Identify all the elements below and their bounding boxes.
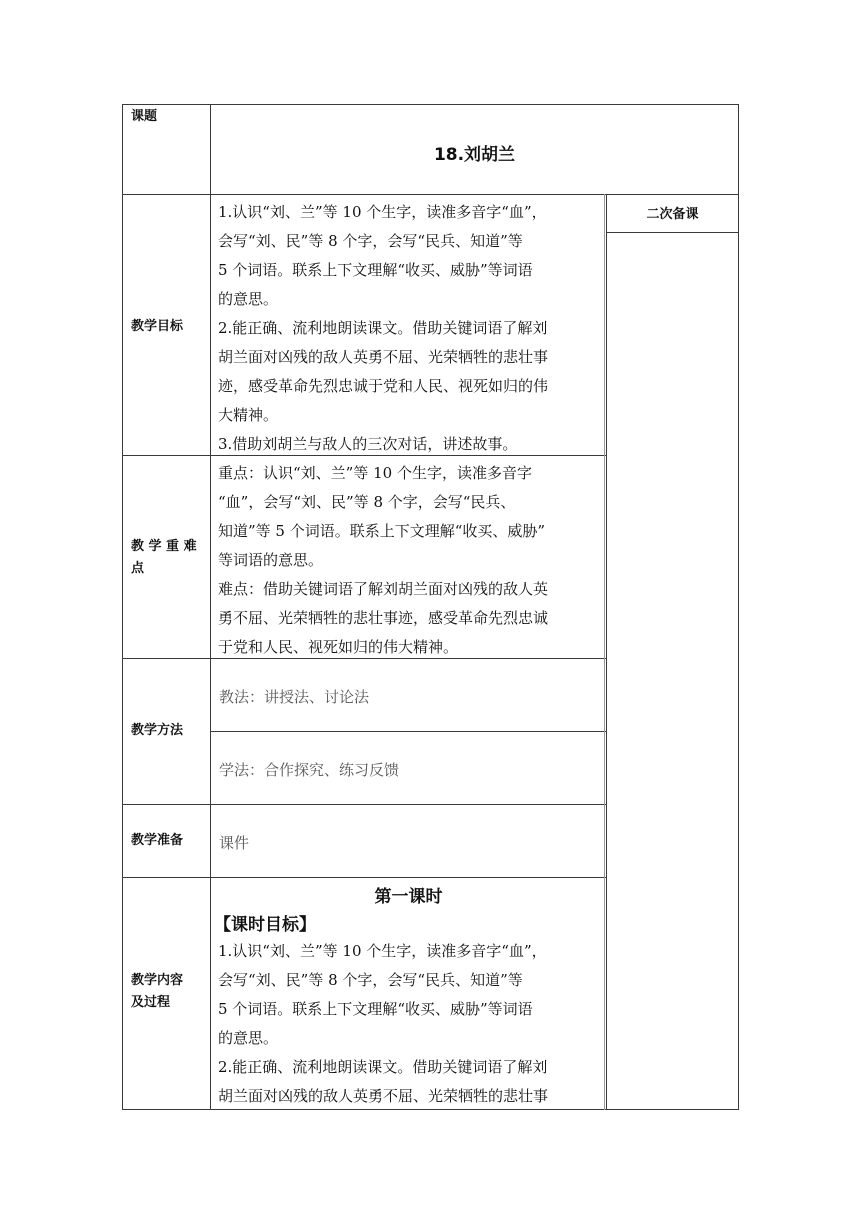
keypoints-line: 勇不屈、光荣牺牲的悲壮事迹，感受革命先烈忠诚 [218,609,549,627]
keypoints-line: 于党和人民、视死如归的伟大精神。 [218,638,459,656]
objectives-line: 胡兰面对凶残的敌人英勇不屈、光荣牺牲的悲壮事 [218,348,549,366]
teaching-method: 教法：讲授法、讨论法 [219,688,370,706]
label-column-divider [210,104,211,1110]
label-content-line2: 及过程 [131,995,171,1010]
label-objectives: 教学目标 [131,319,184,334]
keypoints-line: 难点：借助关键词语了解刘胡兰面对凶残的敌人英 [218,580,549,598]
side-header-divider [607,232,739,233]
preparation-text: 课件 [219,834,250,852]
content-line: 2.能正确、流利地朗读课文。借助关键词语了解刘 [218,1058,548,1076]
objectives-line: 2.能正确、流利地朗读课文。借助关键词语了解刘 [218,319,548,337]
objectives-line: 1.认识“刘、兰”等 10 个生字，读准多音字“血”， [218,203,547,221]
table-right-border [738,104,739,1110]
keypoints-line: 重点：认识“刘、兰”等 10 个生字，读准多音字 [218,464,532,482]
label-preparation: 教学准备 [131,833,184,848]
content-line: 会写“刘、民”等 8 个字，会写“民兵、知道”等 [218,971,523,989]
second-prep-header: 二次备课 [646,207,699,222]
page-title: 18.刘胡兰 [433,145,516,165]
row-divider-topic [122,194,739,195]
objectives-line: 迹，感受革命先烈忠诚于党和人民、视死如归的伟 [218,377,549,395]
label-keypoints-line1: 教 学 重 难 [131,539,197,554]
label-content-line1: 教学内容 [131,973,184,988]
content-line: 5 个词语。联系上下文理解“收买、威胁”等词语 [218,1000,533,1018]
keypoints-line: 等词语的意思。 [218,551,324,569]
keypoints-text [218,459,548,662]
content-line: 胡兰面对凶残的敌人英勇不屈、光荣牺牲的悲壮事 [218,1087,549,1105]
content-line: 的意思。 [218,1029,279,1047]
row-divider-methods-inner [210,731,607,732]
table-top-border [122,104,739,105]
table-left-border [122,104,123,1110]
objectives-text [218,198,548,459]
objectives-line: 会写“刘、民”等 8 个字，会写“民兵、知道”等 [218,232,523,250]
objectives-line: 大精神。 [218,406,279,424]
objectives-line: 5 个词语。联系上下文理解“收买、威胁”等词语 [218,261,533,279]
keypoints-line: 知道”等 5 个词语。联系上下文理解“收买、威胁” [218,522,546,540]
label-keypoints-line2: 点 [131,561,145,576]
keypoints-line: “血”，会写“刘、民”等 8 个字，会写“民兵、 [218,493,516,511]
row-divider-methods [122,804,607,805]
content-text [218,937,548,1111]
side-column-divider-inner [604,194,605,1110]
row-divider-preparation [122,877,607,878]
objectives-line: 3.借助刘胡兰与敌人的三次对话，讲述故事。 [218,435,518,453]
side-column-divider [606,194,607,1110]
objectives-line: 的意思。 [218,290,279,308]
learning-method: 学法：合作探究、练习反馈 [219,761,400,779]
content-line: 1.认识“刘、兰”等 10 个生字，读准多音字“血”， [218,942,547,960]
label-methods: 教学方法 [131,723,184,738]
lesson-subtitle: 【课时目标】 [214,915,316,935]
lesson-title: 第一课时 [374,887,443,907]
label-keypoints [131,536,197,580]
label-content [131,970,183,1014]
label-topic: 课题 [131,109,158,124]
